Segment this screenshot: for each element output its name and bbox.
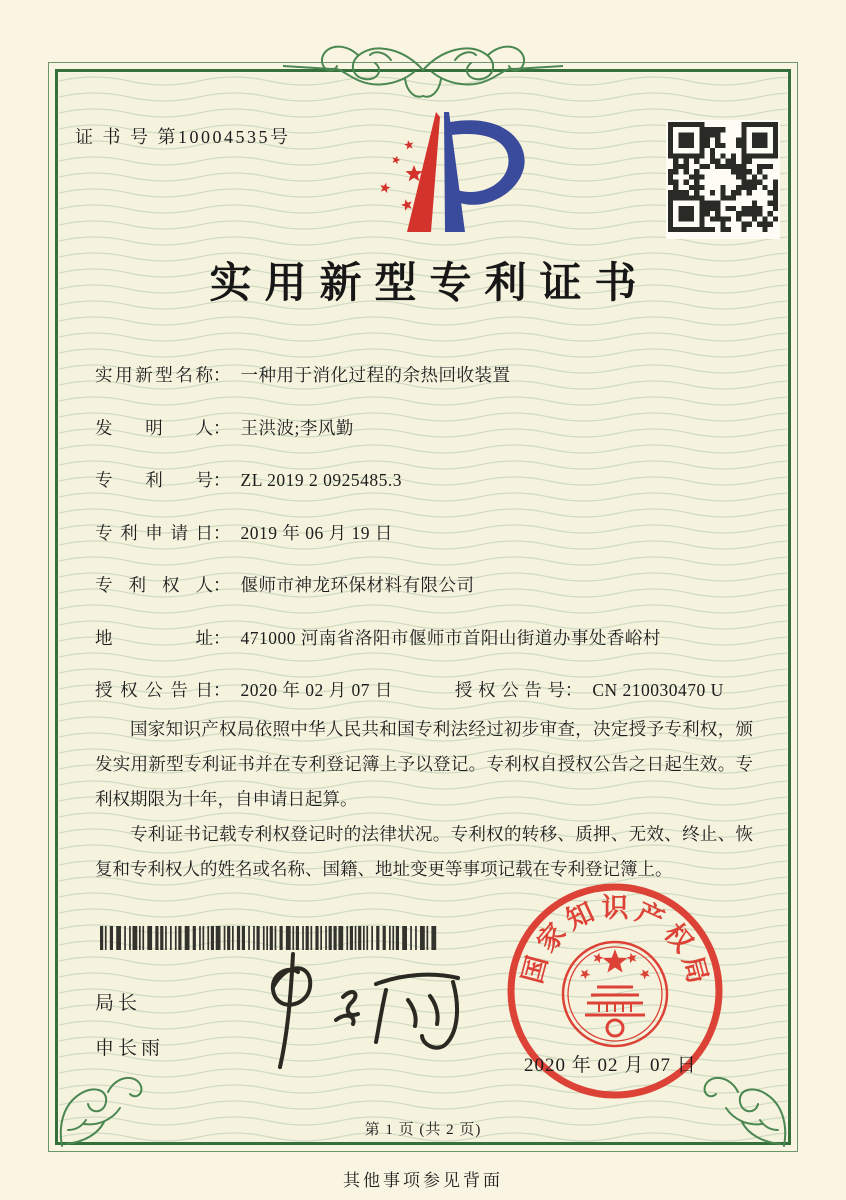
field-value: 471000 河南省洛阳市偃师市首阳山街道办事处香峪村 (240, 627, 661, 648)
field-value: 一种用于消化过程的余热回收装置 (240, 365, 511, 385)
field-label: 发明人 (95, 417, 213, 438)
field-row-patent-no: 专利号 ： ZL 2019 2 0925485.3 (95, 467, 765, 520)
field-value: 2019 年 06 月 19 日 (240, 522, 393, 543)
page-number: 第 1 页 (共 2 页) (364, 1122, 482, 1138)
field-label: 实用新型名称 (95, 365, 213, 385)
svg-text:权: 权 (658, 917, 699, 958)
svg-text:家: 家 (531, 917, 572, 958)
seal-date: 2020 年 02 月 07 日 (524, 1055, 697, 1076)
field-row-address: 地址 ： 471000 河南省洛阳市偃师市首阳山街道办事处香峪村 (95, 625, 765, 678)
field-label: 专利申请日 (95, 522, 213, 543)
field-list (95, 362, 765, 730)
document-title: 实用新型专利证书 (209, 261, 650, 307)
director-signature (218, 942, 478, 1077)
legal-paragraph-2: 专利证书记载专利权登记时的法律状况。专利权的转移、质押、无效、终止、恢复和专利权人的姓名或名称、国籍、地址变更等事项记载在专利登记簿上。 (95, 824, 753, 879)
back-side-note: 其他事项参见背面 (343, 1171, 503, 1190)
field-label: 地址 (95, 627, 213, 648)
field-value: ZL 2019 2 0925485.3 (240, 470, 402, 490)
grant-number-group: 授权公告号 ： CN 210030470 U (455, 677, 724, 702)
field-value: 偃师市神龙环保材料有限公司 (240, 575, 475, 595)
logo-p-bowl (450, 120, 525, 205)
svg-text:产: 产 (631, 896, 669, 936)
officer-name: 申长雨 (95, 1038, 165, 1059)
seal-ring-text (517, 893, 713, 986)
field-label: 专利号 (95, 470, 213, 490)
field-row-name: 实用新型名称 ： 一种用于消化过程的余热回收装置 (95, 362, 765, 415)
certificate-number: 证 书 号 第10004535号 (75, 127, 291, 147)
svg-text:识: 识 (601, 893, 629, 924)
cnipa-logo (352, 108, 542, 243)
grant-number-value: CN 210030470 U (592, 680, 724, 700)
field-row-filing-date: 专利申请日 ： 2019 年 06 月 19 日 (95, 520, 765, 573)
field-row-patentee: 专利权人 ： 偃师市神龙环保材料有限公司 (95, 572, 765, 625)
svg-text:国: 国 (517, 952, 553, 987)
field-row-grant: 授权公告日 ： 2020 年 02 月 07 日 授权公告号 ： CN 210030470 U (95, 677, 765, 730)
officer-block (95, 988, 164, 1060)
svg-text:知: 知 (561, 896, 599, 936)
svg-text:局: 局 (677, 952, 713, 987)
legal-text (95, 712, 753, 887)
field-value: 王洪波;李风勤 (240, 417, 354, 438)
legal-paragraph-1: 国家知识产权局依照中华人民共和国专利法经过初步审查，决定授予专利权，颁发实用新型专利证书并在专利登记簿上予以登记。专利权自授权公告之日起生效。专利权期限为十年，自申请日起算。 (95, 719, 753, 809)
field-row-inventor: 发明人 ： 王洪波;李风勤 (95, 415, 765, 468)
field-label: 授权公告日 (95, 680, 213, 700)
qr-code (666, 120, 780, 239)
field-label: 专利权人 (95, 575, 213, 595)
officer-title: 局长 (95, 993, 142, 1014)
field-label: 授权公告号 (454, 680, 565, 700)
grant-date-value: 2020 年 02 月 07 日 (240, 680, 393, 700)
